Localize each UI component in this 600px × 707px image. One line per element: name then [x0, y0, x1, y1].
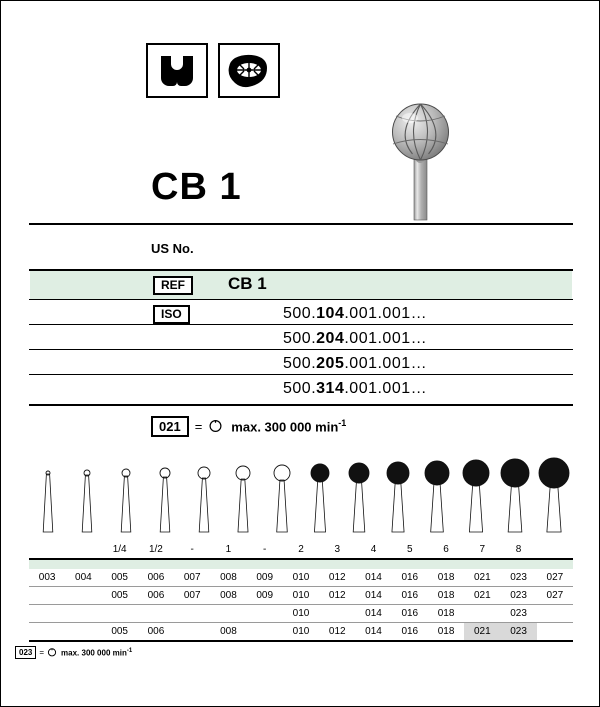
table-cell: 009 [247, 569, 283, 587]
iso-prefix: 500. [283, 330, 317, 347]
table-cell: 7 [464, 541, 500, 559]
table-cell: 016 [392, 587, 428, 605]
iso-bold: 204 [316, 330, 345, 347]
table-cell [247, 623, 283, 642]
table-cell: 008 [210, 587, 246, 605]
ref-value: CB 1 [228, 274, 267, 293]
table-cell: 014 [355, 569, 391, 587]
table-row [29, 605, 573, 623]
table-cell: 005 [102, 587, 138, 605]
table-cell: 6 [428, 541, 464, 559]
table-cell: 2 [283, 541, 319, 559]
table-cell: 016 [392, 569, 428, 587]
table-cell: 021 [464, 623, 500, 642]
table-cell [537, 541, 573, 559]
indication-icons [146, 43, 280, 98]
table-cell [319, 605, 355, 623]
table-cell [464, 605, 500, 623]
bur-illustration-item [459, 454, 493, 539]
iso-tag-label: ISO [153, 305, 190, 324]
bur-illustration-item [537, 454, 571, 539]
divider-ref [29, 299, 573, 300]
max-speed-text: max. 300 000 $\min^{-1}$ [231, 418, 347, 435]
table-cell [29, 541, 65, 559]
max-speed-sup: -1 [338, 418, 347, 429]
iso-suffix: .001.001… [344, 330, 428, 347]
table-cell [65, 559, 101, 569]
iso-prefix: 500. [283, 305, 317, 322]
table-cell [392, 559, 428, 569]
iso-suffix: .001.001… [344, 355, 428, 372]
table-cell: 010 [283, 569, 319, 587]
table-cell [428, 559, 464, 569]
table-cell [537, 559, 573, 569]
table-cell [283, 559, 319, 569]
table-cell [174, 623, 210, 642]
iso-bold: 314 [316, 380, 345, 397]
table-cell [247, 605, 283, 623]
iso-bold: 104 [316, 305, 345, 322]
table-cell: 004 [65, 569, 101, 587]
table-cell: 018 [428, 623, 464, 642]
table-row [29, 587, 573, 605]
table-cell [138, 605, 174, 623]
table-cell: 021 [464, 569, 500, 587]
table-cell: 012 [319, 569, 355, 587]
table-row [29, 569, 573, 587]
table-row-header [29, 541, 573, 559]
ref-tag-label: REF [153, 276, 193, 295]
table-cell [102, 559, 138, 569]
table-cell: 023 [500, 605, 536, 623]
table-cell: 012 [319, 587, 355, 605]
max-speed-size: 021 [151, 416, 189, 437]
table-cell: 005 [102, 569, 138, 587]
table-cell: 010 [283, 623, 319, 642]
iso-suffix: .001.001… [344, 380, 428, 397]
iso-tag [153, 305, 190, 324]
table-cell [500, 559, 536, 569]
iso-prefix: 500. [283, 355, 317, 372]
table-cell: 014 [355, 623, 391, 642]
table-cell [29, 605, 65, 623]
table-cell: 007 [174, 587, 210, 605]
table-cell: 018 [428, 569, 464, 587]
table-row [29, 623, 573, 642]
table-cell: 007 [174, 569, 210, 587]
table-row-green-band [29, 559, 573, 569]
table-cell: 008 [210, 623, 246, 642]
table-cell: - [174, 541, 210, 559]
table-cell: 014 [355, 587, 391, 605]
table-cell: 023 [500, 587, 536, 605]
table-cell: 006 [138, 569, 174, 587]
table-cell: 4 [355, 541, 391, 559]
bur-illustration-item [148, 454, 182, 539]
bur-size-illustrations [29, 459, 573, 539]
bur-circle-icon [47, 647, 57, 659]
table-cell [29, 623, 65, 642]
footer-sup: -1 [126, 647, 133, 654]
table-cell: 1/2 [138, 541, 174, 559]
iso-code-row [283, 301, 573, 326]
table-cell [210, 559, 246, 569]
iso-bold: 205 [316, 355, 345, 372]
table-cell: 023 [500, 569, 536, 587]
ref-band [30, 271, 572, 299]
table-cell [138, 559, 174, 569]
iso-prefix: 500. [283, 380, 317, 397]
table-cell: 027 [537, 569, 573, 587]
bur-illustration-item [265, 454, 299, 539]
bur-illustration-item [226, 454, 260, 539]
table-cell [210, 605, 246, 623]
bur-illustration-item [187, 454, 221, 539]
max-speed-equals: = [194, 419, 203, 434]
table-cell: 016 [392, 623, 428, 642]
table-cell: 014 [355, 605, 391, 623]
bur-illustration-item [381, 454, 415, 539]
bur-illustration [371, 96, 471, 226]
table-cell: 016 [392, 605, 428, 623]
table-cell: 027 [537, 587, 573, 605]
table-cell [65, 587, 101, 605]
table-cell [319, 559, 355, 569]
tooth-shape-icon [146, 43, 208, 98]
table-cell [65, 623, 101, 642]
table-cell [174, 559, 210, 569]
ref-tag [153, 276, 193, 295]
table-cell: 003 [29, 569, 65, 587]
table-cell [537, 605, 573, 623]
table-cell: 012 [319, 623, 355, 642]
table-cell [65, 605, 101, 623]
table-cell [537, 623, 573, 642]
bur-illustration-item [303, 454, 337, 539]
table-cell: - [247, 541, 283, 559]
table-cell [65, 541, 101, 559]
table-cell: 023 [500, 623, 536, 642]
max-speed-row [151, 416, 346, 437]
table-cell [102, 605, 138, 623]
bur-illustration-item [420, 454, 454, 539]
iso-code-row [283, 351, 573, 376]
table-cell: 5 [392, 541, 428, 559]
table-cell: 010 [283, 605, 319, 623]
table-cell: 1 [210, 541, 246, 559]
table-cell [464, 559, 500, 569]
bur-illustration-item [31, 454, 65, 539]
bur-illustration-item [70, 454, 104, 539]
tooth-occlusal-icon [218, 43, 280, 98]
table-cell [355, 559, 391, 569]
iso-code-list [283, 301, 573, 401]
table-cell [174, 605, 210, 623]
us-no-label: US No. [151, 241, 194, 256]
table-cell: 006 [138, 623, 174, 642]
footer-size: 023 [15, 646, 36, 659]
bur-illustration-item [109, 454, 143, 539]
bur-illustration-item [498, 454, 532, 539]
table-cell [247, 559, 283, 569]
bur-circle-icon [208, 418, 223, 436]
table-cell: 010 [283, 587, 319, 605]
footer-text: max. 300 000 $\min^{-1}$ [61, 647, 133, 658]
table-cell: 005 [102, 623, 138, 642]
footer-speed-note [15, 646, 132, 659]
table-cell [29, 559, 65, 569]
bur-illustration-item [342, 454, 376, 539]
divider-spec-bottom [29, 404, 573, 406]
table-cell: 8 [500, 541, 536, 559]
size-table [29, 541, 573, 642]
table-cell: 3 [319, 541, 355, 559]
table-cell: 008 [210, 569, 246, 587]
table-cell: 009 [247, 587, 283, 605]
page-title: CB 1 [151, 166, 242, 208]
iso-code-row [283, 376, 573, 401]
iso-code-row [283, 326, 573, 351]
table-cell: 021 [464, 587, 500, 605]
table-cell: 006 [138, 587, 174, 605]
table-cell: 018 [428, 605, 464, 623]
table-cell: 018 [428, 587, 464, 605]
iso-suffix: .001.001… [344, 305, 428, 322]
table-cell [29, 587, 65, 605]
table-cell: 1/4 [102, 541, 138, 559]
footer-equals: = [39, 648, 45, 657]
divider-top [29, 223, 573, 225]
